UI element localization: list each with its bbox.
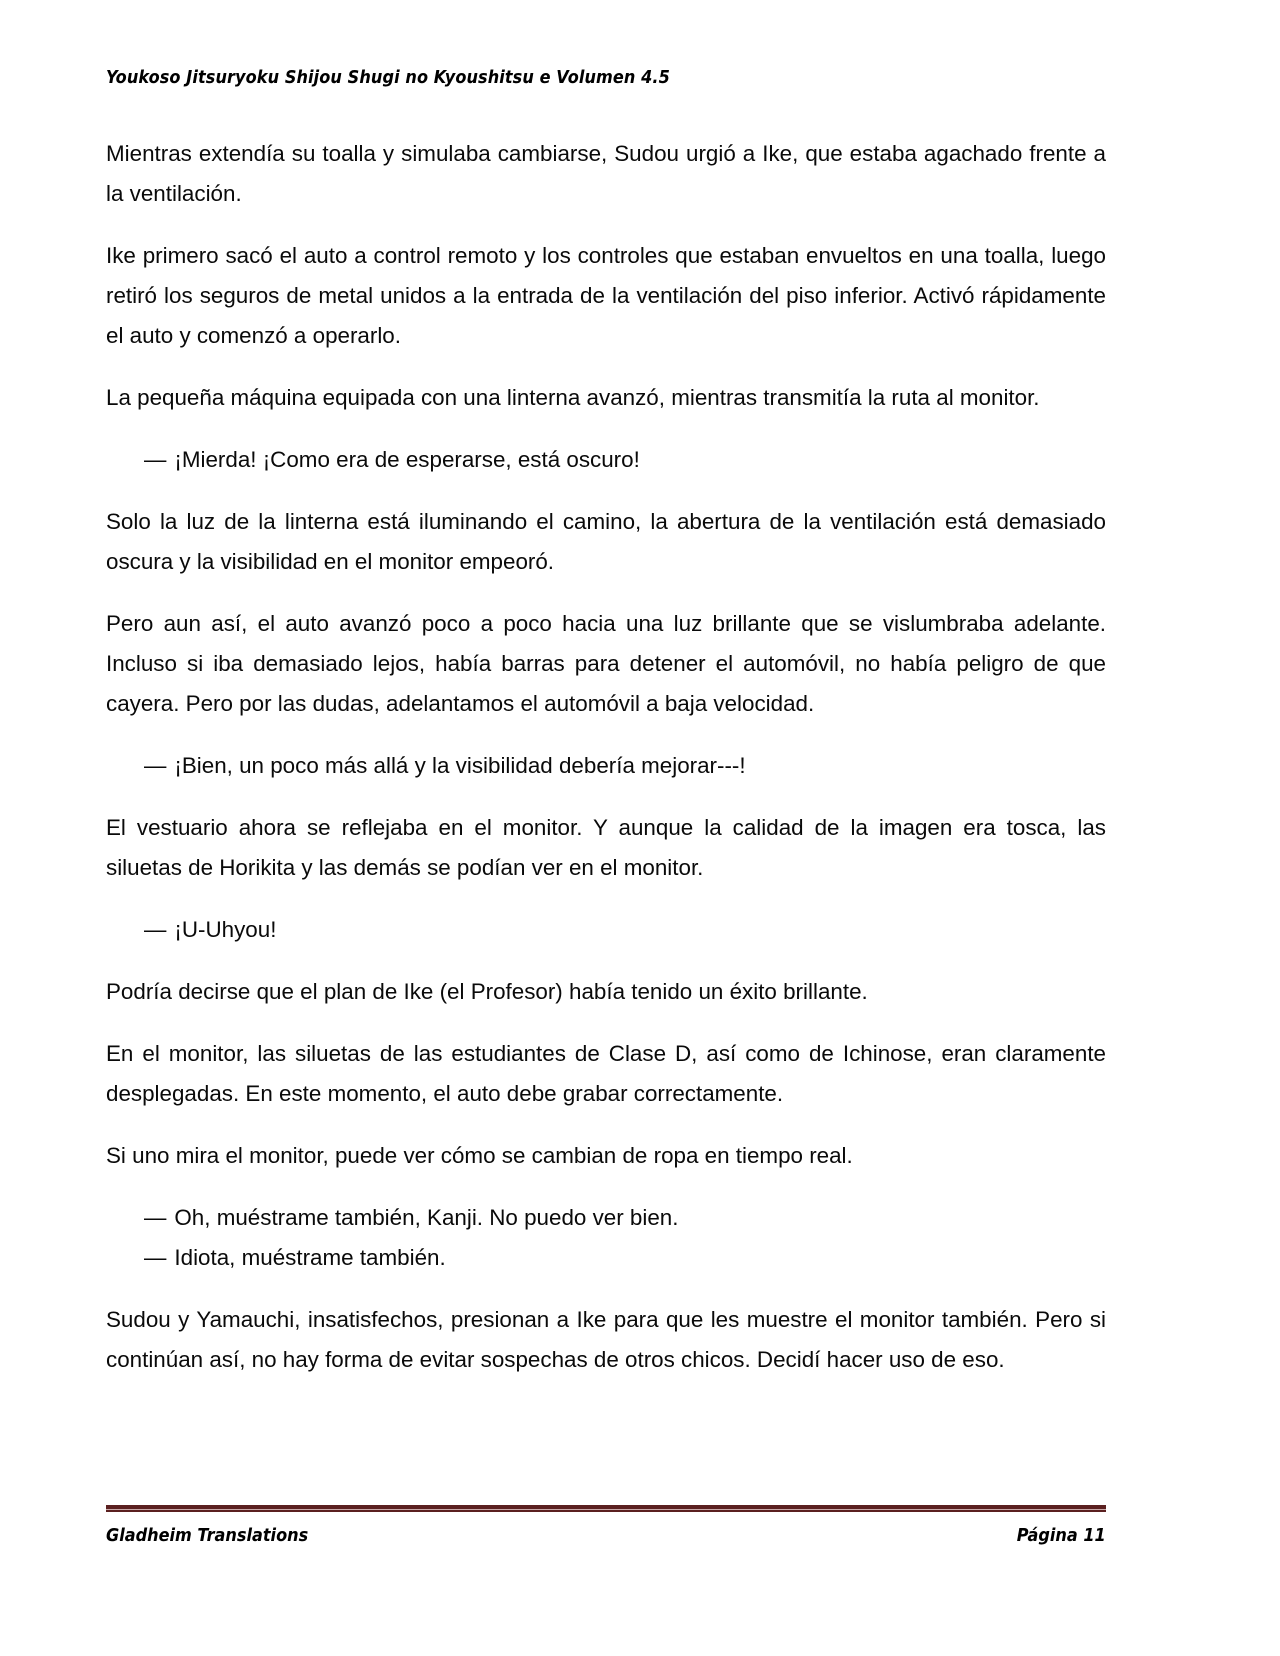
page-footer <box>106 1505 1106 1546</box>
page-body <box>106 134 1106 1380</box>
footer-separator-rule <box>106 1505 1106 1512</box>
dialogue-line <box>106 1238 1106 1278</box>
dialogue-text: ¡Mierda! ¡Como era de esperarse, está oscuro! <box>174 447 640 472</box>
dialogue-line <box>106 440 1106 480</box>
dialogue-text: Idiota, muéstrame también. <box>174 1245 446 1270</box>
dialogue-line <box>106 746 1106 786</box>
footer-page-number: Página 11 <box>1016 1526 1106 1546</box>
em-dash-marker: — <box>144 1205 167 1230</box>
footer-rule-thin <box>106 1510 1106 1512</box>
em-dash-marker: — <box>144 917 167 942</box>
dialogue-line <box>106 1198 1106 1238</box>
page-header <box>106 68 1106 98</box>
body-paragraph: Pero aun así, el auto avanzó poco a poco hacia una luz brillante que se vislumbraba adelante. Incluso si iba demasiado lejos, había barras para detener el automóvil, no había peligro de que cayera. Pero por las dudas, adelantamos el automóvil a baja velocidad. <box>106 611 1106 716</box>
body-paragraph: El vestuario ahora se reflejaba en el monitor. Y aunque la calidad de la imagen era tosca, las siluetas de Horikita y las demás se podían ver en el monitor. <box>106 815 1106 880</box>
body-paragraph: Ike primero sacó el auto a control remoto y los controles que estaban envueltos en una toalla, luego retiró los seguros de metal unidos a la entrada de la ventilación del piso inferior. Activó rápidamente el auto y comenzó a operarlo. <box>106 243 1106 348</box>
body-paragraph: La pequeña máquina equipada con una linterna avanzó, mientras transmitía la ruta al monitor. <box>106 385 1040 410</box>
dialogue-text: ¡Bien, un poco más allá y la visibilidad debería mejorar---! <box>174 753 746 778</box>
body-paragraph: En el monitor, las siluetas de las estudiantes de Clase D, así como de Ichinose, eran claramente desplegadas. En este momento, el auto debe grabar correctamente. <box>106 1041 1106 1106</box>
header-title: Youkoso Jitsuryoku Shijou Shugi no Kyoushitsu e Volumen 4.5 <box>106 68 670 88</box>
em-dash-marker: — <box>144 447 167 472</box>
body-paragraph: Sudou y Yamauchi, insatisfechos, presionan a Ike para que les muestre el monitor también. Pero si continúan así, no hay forma de evitar sospechas de otros chicos. Decidí hacer uso de eso. <box>106 1307 1106 1372</box>
body-paragraph: Si uno mira el monitor, puede ver cómo se cambian de ropa en tiempo real. <box>106 1143 853 1168</box>
footer-row <box>106 1526 1106 1546</box>
footer-translator-credit: Gladheim Translations <box>106 1526 309 1546</box>
body-paragraph: Solo la luz de la linterna está iluminando el camino, la abertura de la ventilación está demasiado oscura y la visibilidad en el monitor empeoró. <box>106 509 1106 574</box>
body-paragraph: Podría decirse que el plan de Ike (el Profesor) había tenido un éxito brillante. <box>106 979 868 1004</box>
em-dash-marker: — <box>144 753 167 778</box>
dialogue-line <box>106 910 1106 950</box>
dialogue-text: Oh, muéstrame también, Kanji. No puedo ver bien. <box>174 1205 679 1230</box>
body-paragraph: Mientras extendía su toalla y simulaba cambiarse, Sudou urgió a Ike, que estaba agachado frente a la ventilación. <box>106 141 1106 206</box>
em-dash-marker: — <box>144 1245 167 1270</box>
dialogue-text: ¡U-Uhyou! <box>174 917 277 942</box>
